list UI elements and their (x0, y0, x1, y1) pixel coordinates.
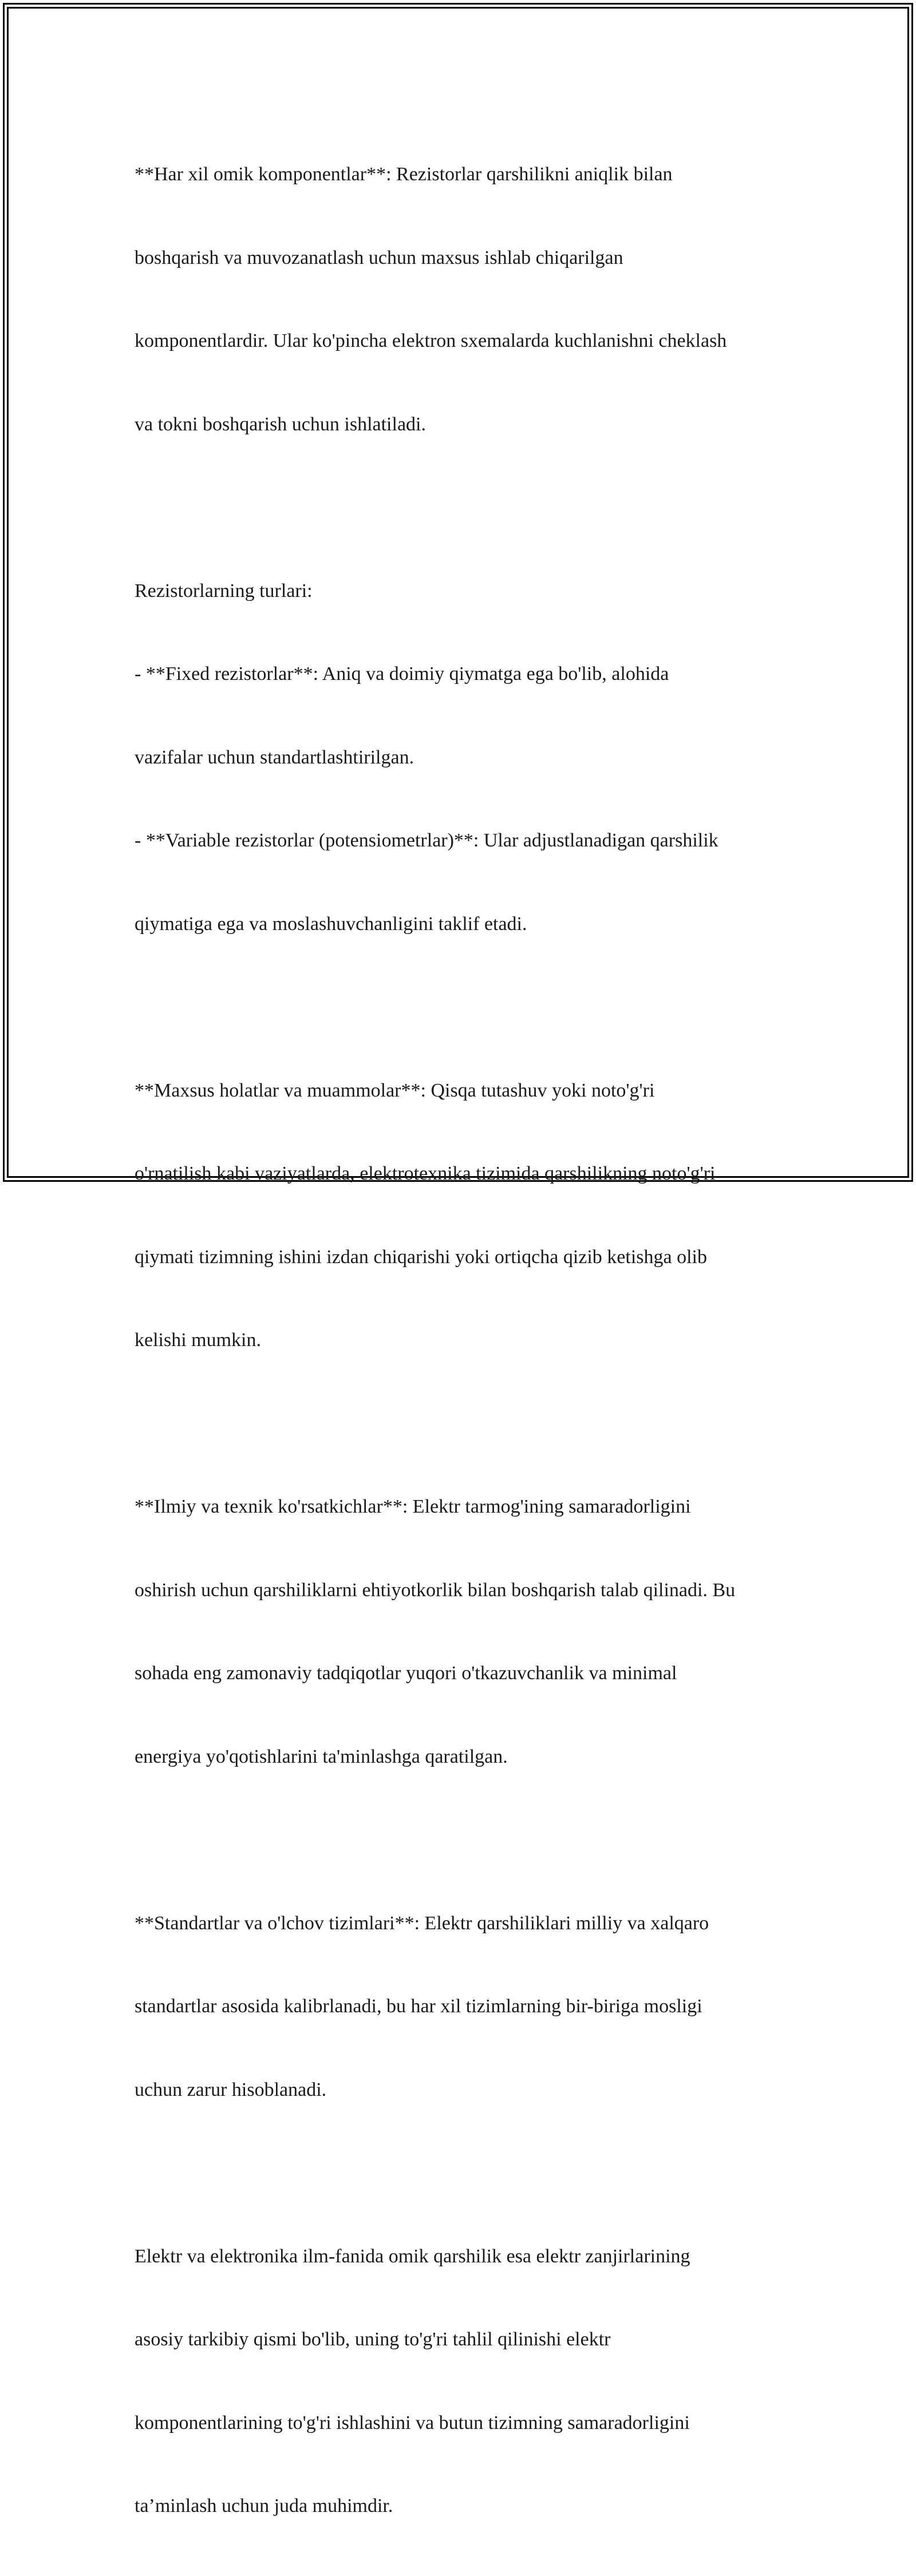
list-item-line: - **Variable rezistorlar (potensiometrlar)**: Ular adjustlanadigan qarshilik (135, 830, 718, 851)
text-line: **Standartlar va o'lchov tizimlari**: Elektr qarshiliklari milliy va xalqaro (135, 1912, 709, 1934)
text-line: energiya yo'qotishlarini ta'minlashga qaratilgan. (135, 1746, 508, 1767)
text-line: Elektr va elektronika ilm-fanida omik qarshilik esa elektr zanjirlarining (135, 2245, 690, 2267)
text-line: **Har xil omik komponentlar**: Rezistorlar qarshilikni aniqlik bilan (135, 164, 673, 185)
text-line: sohada eng zamonaviy tadqiqotlar yuqori o'tkazuvchanlik va minimal (135, 1663, 677, 1684)
text-line: oshirish uchun qarshiliklarni ehtiyotkorlik bilan boshqarish talab qilinadi. Bu (135, 1579, 736, 1601)
text-line: va tokni boshqarish uchun ishlatiladi. (135, 413, 426, 435)
text-line: boshqarish va muvozanatlash uchun maxsus ishlab chiqarilgan (135, 247, 623, 268)
text-line: standartlar asosida kalibrlanadi, bu har xil tizimlarning bir-biriga mosligi (135, 1996, 702, 2017)
text-line: **Maxsus holatlar va muammolar**: Qisqa tutashuv yoki noto'g'ri (135, 1079, 655, 1101)
text-line: kelishi mumkin. (135, 1329, 261, 1351)
paragraph-xulosa (135, 2187, 799, 2576)
list-item-line: - **Fixed rezistorlar**: Aniq va doimiy qiymatga ega bo'lib, alohida (135, 663, 669, 684)
paragraph-ilmiy-korsatkichlar (135, 1438, 799, 1826)
document-body (135, 105, 799, 2576)
paragraph-spacer (135, 2159, 799, 2187)
text-line: qiymatiga ega va moslashuvchanligini taklif etadi. (135, 913, 527, 935)
text-line: vazifalar uchun standartlashtirilgan. (135, 746, 414, 768)
paragraph-standartlar (135, 1854, 799, 2160)
paragraph-spacer (135, 1826, 799, 1854)
text-line: asosiy tarkibiy qismi bo'lib, uning to'g'ri tahlil qilinishi elektr (135, 2329, 611, 2350)
text-line: komponentlardir. Ular ko'pincha elektron sxemalarda kuchlanishni cheklash (135, 330, 727, 351)
text-line: **Ilmiy va texnik ko'rsatkichlar**: Elektr tarmog'ining samaradorligini (135, 1496, 691, 1517)
paragraph-spacer (135, 494, 799, 522)
paragraph-omik-komponentlar (135, 105, 799, 494)
paragraph-spacer (135, 1410, 799, 1438)
text-line: uchun zarur hisoblanadi. (135, 2079, 327, 2100)
text-line: o'rnatilish kabi vaziyatlarda, elektrotexnika tizimida qarshilikning noto'g'ri (135, 1163, 716, 1184)
paragraph-rezistor-turlari (135, 522, 799, 994)
text-line: qiymati tizimning ishini izdan chiqarishi yoki ortiqcha qizib ketishga olib (135, 1246, 707, 1268)
text-line: Rezistorlarning turlari: (135, 580, 313, 602)
paragraph-maxsus-holatlar (135, 1022, 799, 1410)
text-line: komponentlarining to'g'ri ishlashini va butun tizimning samaradorligini (135, 2412, 690, 2433)
paragraph-spacer (135, 994, 799, 1022)
text-line: ta’minlash uchun juda muhimdir. (135, 2495, 393, 2516)
